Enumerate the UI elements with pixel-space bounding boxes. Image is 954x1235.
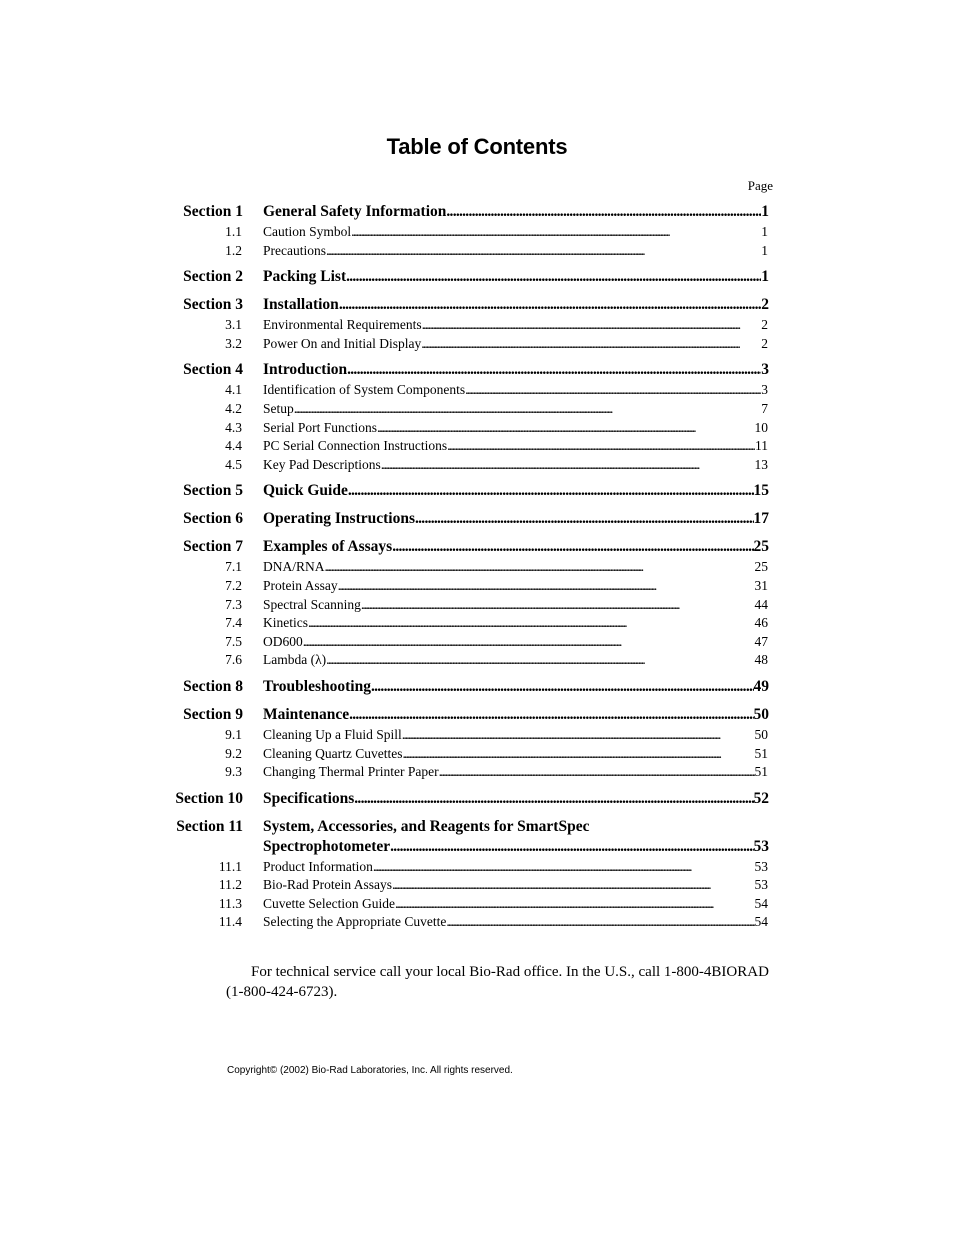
dot-leader [338,578,755,594]
subsection-entry[interactable] [263,746,768,762]
page-number: 50 [753,705,769,723]
section-entry[interactable] [263,510,769,528]
dot-leader [326,652,754,668]
subsection-entry[interactable] [263,317,768,333]
page-number: 47 [754,633,768,649]
toc-section-row [0,201,954,222]
page-number: 7 [761,400,768,416]
section-title: Introduction [263,361,348,379]
dot-leader [395,896,755,912]
toc-subsection-row [0,613,954,632]
dot-leader [361,597,755,613]
page-number: 2 [761,296,769,314]
toc-section-row [0,266,954,287]
subsection-entry[interactable] [263,896,768,912]
page-number: 50 [754,726,768,742]
subsection-title: Caution Symbol [263,224,352,239]
page-number: 11 [755,438,768,454]
subsection-entry[interactable] [263,615,768,631]
page-number: 48 [754,652,768,668]
subsection-number: 3.1 [225,317,242,333]
page-number: 2 [761,317,768,333]
subsection-title: DNA/RNA [263,559,325,575]
subsection-number: 7.5 [225,633,242,649]
page-number: 1 [761,224,768,239]
toc-subsection-row [0,576,954,595]
subsection-title: Precautions [263,242,326,258]
toc-subsection-row [0,650,954,669]
section-label: Section 1 [183,203,243,220]
toc-section-row [0,816,954,857]
page-number: 54 [754,895,768,911]
subsection-entry[interactable] [263,877,768,893]
subsection-title: Cuvette Selection Guide [263,895,395,911]
page-number: 10 [754,419,768,435]
dot-leader [325,559,755,575]
page-number: 1 [761,203,769,220]
page-number: 3 [761,382,768,398]
toc-section-row [0,294,954,315]
page-number: 54 [754,914,768,930]
section-entry[interactable] [263,361,769,379]
dot-leader [392,877,754,893]
subsection-number: 7.1 [225,559,242,575]
page-number: 49 [753,677,769,695]
page-number: 52 [753,789,769,807]
page-number: 25 [754,559,768,575]
subsection-entry[interactable] [263,634,768,650]
subsection-number: 7.4 [225,615,242,631]
subsection-entry[interactable] [263,559,768,575]
toc-subsection-row [0,334,954,353]
page-number: 51 [754,764,768,780]
page-number: 15 [753,482,769,500]
dot-leader [347,361,761,379]
dot-leader [381,457,755,473]
section-title: Troubleshooting [263,677,371,695]
section-title-line1: System, Accessories, and Reagents for SmartSpec [263,817,590,835]
subsection-entry[interactable] [263,859,768,875]
toc-subsection-row [0,455,954,474]
toc-subsection-row [0,762,954,781]
dot-leader [354,790,753,808]
subsection-title: Power On and Initial Display [263,335,422,351]
table-of-contents [0,201,954,931]
subsection-entry[interactable] [263,914,768,930]
toc-subsection-row [0,418,954,437]
toc-subsection-row [0,315,954,334]
toc-subsection-row [0,744,954,763]
subsection-entry[interactable] [263,224,768,240]
page-number: 51 [754,745,768,761]
section-title: Spectrophotometer [263,837,391,855]
copyright-notice: Copyright© (2002) Bio-Rad Laboratories, Inc. All rights reserved. [227,1065,513,1076]
section-entry[interactable] [263,790,769,808]
dot-leader [447,438,755,454]
dot-leader [371,678,754,696]
section-title: Operating Instructions [263,510,415,528]
dot-leader [422,317,762,333]
subsection-number: 9.1 [225,726,242,742]
page-number: 31 [754,577,768,593]
page-title: Table of Contents [386,134,568,159]
page-number: 46 [754,615,768,631]
toc-section-row [0,704,954,725]
toc-subsection-row [0,399,954,418]
subsection-number: 11.3 [218,895,242,911]
toc-subsection-row [0,557,954,576]
page-number: 1 [761,268,769,286]
toc-subsection-row [0,857,954,876]
page-column-header: Page [747,178,773,193]
section-label: Section 10 [175,789,243,807]
toc-section-row [0,480,954,501]
subsection-entry[interactable] [263,336,768,352]
toc-subsection-row [0,241,954,260]
section-label: Section 2 [183,268,243,286]
subsection-title: OD600 [263,633,303,649]
subsection-number: 4.1 [225,382,242,398]
subsection-title: Lambda (λ) [263,652,327,668]
page-number: 53 [753,837,769,855]
section-label: Section 3 [183,296,243,314]
page-number: 17 [753,510,769,528]
toc-subsection-row [0,222,954,241]
dot-leader [377,420,755,436]
subsection-number: 11.4 [218,914,242,930]
section-title: Specifications [263,789,355,807]
toc-subsection-row [0,875,954,894]
page-number: 2 [761,335,768,351]
toc-subsection-row [0,632,954,651]
section-label: Section 5 [183,482,243,500]
page-number: 25 [753,538,769,556]
subsection-title: Setup [263,400,294,416]
section-entry[interactable] [263,203,769,221]
subsection-title: Cleaning Up a Fluid Spill [263,726,402,742]
toc-subsection-row [0,595,954,614]
page-number: 44 [754,596,768,612]
subsection-number: 9.2 [225,745,242,761]
dot-leader [346,268,761,286]
subsection-entry[interactable] [263,597,768,613]
subsection-number: 4.5 [225,456,242,472]
page-number: 53 [754,877,768,893]
section-title: Maintenance [263,705,350,723]
section-entry[interactable] [263,268,769,286]
section-label: Section 8 [183,677,243,695]
subsection-number: 11.2 [218,877,242,893]
subsection-title: Changing Thermal Printer Paper [263,764,439,780]
dot-leader [446,914,754,930]
section-entry[interactable] [263,482,769,500]
section-label: Section 6 [183,510,243,528]
subsection-number: 7.2 [225,577,242,593]
dot-leader [390,838,753,856]
dot-leader [421,336,761,352]
technical-service-note: For technical service call your local Bio-Rad office. In the U.S., call 1-800-4BIORAD (1-800-424-6723). [226,964,769,1000]
dot-leader [294,401,761,417]
subsection-number: 7.6 [225,652,242,668]
subsection-title: Bio-Rad Protein Assays [263,877,393,893]
subsection-entry[interactable] [263,382,768,398]
subsection-title: Key Pad Descriptions [263,456,381,472]
dot-leader [308,615,755,631]
dot-leader [415,510,754,528]
toc-section-row [0,676,954,697]
page-number: 3 [761,361,769,379]
subsection-title: PC Serial Connection Instructions [263,438,448,454]
dot-leader [392,538,753,556]
subsection-title: Product Information [263,858,373,874]
subsection-number: 4.3 [225,419,242,435]
toc-subsection-row [0,725,954,744]
toc-subsection-row [0,380,954,399]
subsection-number: 3.2 [225,335,242,351]
toc-section-row [0,359,954,380]
subsection-number: 4.4 [225,438,242,454]
dot-leader [373,859,755,875]
subsection-title: Cleaning Quartz Cuvettes [263,745,403,761]
section-label: Section 4 [183,361,243,379]
section-title: Packing List [263,268,347,286]
subsection-number: 4.2 [225,400,242,416]
subsection-entry[interactable] [263,457,768,473]
section-entry[interactable] [263,296,769,314]
toc-subsection-row [0,436,954,455]
subsection-title: Protein Assay [263,577,338,593]
section-entry[interactable] [263,838,769,856]
subsection-number: 7.3 [225,596,242,612]
section-label: Section 9 [183,705,243,723]
page-number: 1 [761,242,768,258]
section-entry[interactable] [263,538,769,556]
dot-leader [439,764,755,780]
dot-leader [349,706,753,724]
dot-leader [402,746,754,762]
toc-subsection-row [0,894,954,913]
section-title: Installation [263,296,339,314]
toc-section-row [0,788,954,809]
subsection-entry[interactable] [263,420,768,436]
dot-leader [326,243,761,259]
page-number: 53 [754,858,768,874]
subsection-entry[interactable] [263,438,768,454]
section-title: General Safety Information [263,203,447,220]
dot-leader [465,382,761,398]
dot-leader [348,482,754,500]
subsection-entry[interactable] [263,764,768,780]
section-label: Section 11 [176,817,243,835]
section-entry[interactable] [263,706,769,724]
subsection-entry[interactable] [263,727,768,743]
subsection-number: 1.2 [225,242,242,258]
toc-subsection-row [0,912,954,931]
subsection-entry[interactable] [263,578,768,594]
subsection-title: Identification of System Components [263,382,466,398]
section-title: Examples of Assays [263,538,393,556]
toc-section-row [0,536,954,557]
subsection-title: Kinetics [263,615,308,631]
subsection-title: Spectral Scanning [263,596,361,612]
section-title: Quick Guide [263,482,348,500]
dot-leader [303,634,755,650]
subsection-title: Environmental Requirements [263,317,422,333]
section-entry[interactable] [263,678,769,696]
subsection-title: Serial Port Functions [263,419,377,435]
dot-leader [402,727,755,743]
subsection-entry[interactable] [263,243,768,259]
dot-leader [351,224,761,240]
subsection-entry[interactable] [263,401,768,417]
subsection-number: 11.1 [218,858,242,874]
section-label: Section 7 [183,538,243,556]
dot-leader [446,203,761,221]
subsection-number: 1.1 [225,224,242,239]
page-number: 13 [754,456,768,472]
dot-leader [339,296,761,314]
subsection-title: Selecting the Appropriate Cuvette [263,914,447,930]
subsection-number: 9.3 [225,764,242,780]
subsection-entry[interactable] [263,652,768,668]
toc-section-row [0,508,954,529]
